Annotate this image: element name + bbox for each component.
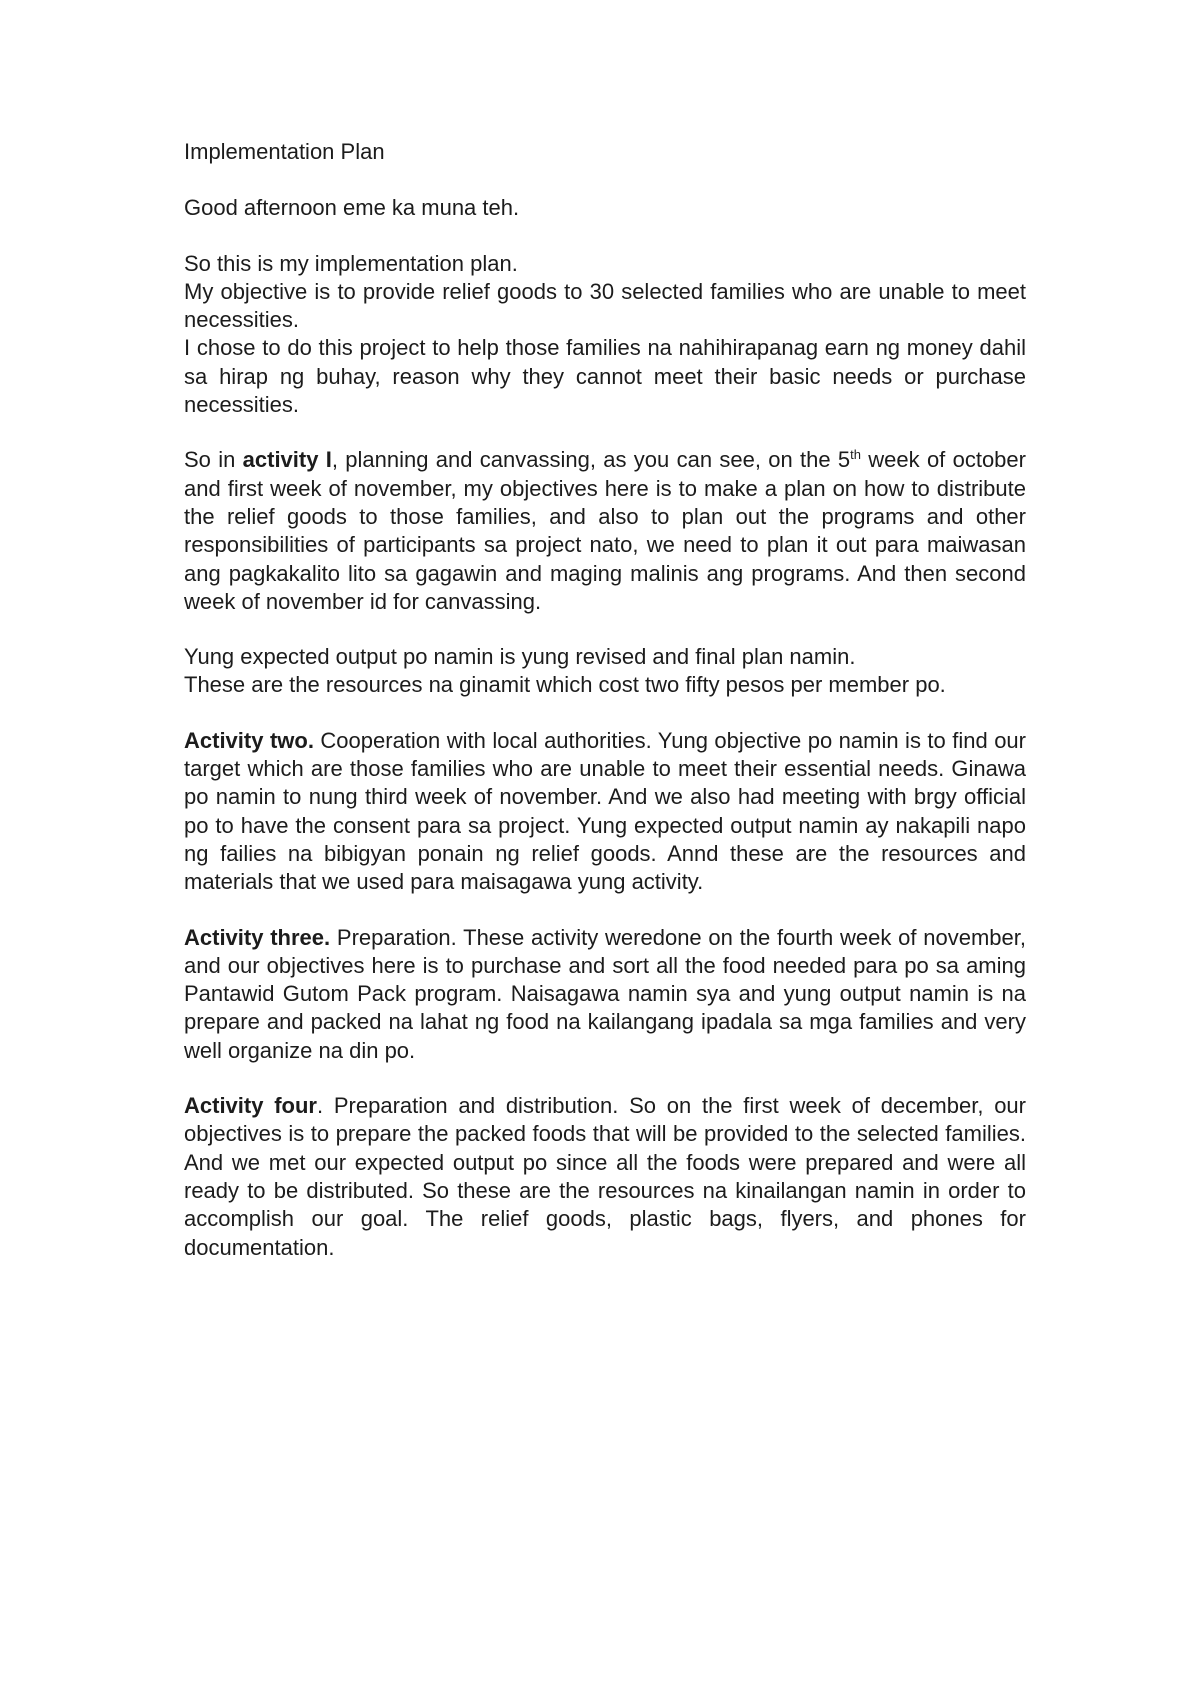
activity-4-text: . Preparation and distribution. So on the first week of december, our objectives is to prepare the packed foods that will be provided to the selected families. And we met our expected output po since all the foods were prepared and were all ready to be distributed. So these are the resources na kinailangan namin in order to accomplish our goal. The relief goods, plastic bags, flyers, and phones for documentation. (184, 1093, 1026, 1260)
activity-1-text-b: week of october and first week of november, my objectives here is to make a plan on how to distribute the relief goods to those families, and also to plan out the programs and other responsibilities of participants sa project nato, we need to plan it out para maiwasan ang pagkakalito lito sa gagawin and maging malinis ang programs. And then second week of november id for canvassing. (184, 447, 1026, 614)
intro-line-2: My objective is to provide relief goods to 30 selected families who are unable to meet necessities. (184, 278, 1026, 333)
greeting-paragraph: Good afternoon eme ka muna teh. (184, 195, 520, 221)
document-title: Implementation Plan (184, 139, 385, 164)
activity-2-text: Cooperation with local authorities. Yung objective po namin is to find our target which are those families who are unable to meet their essential needs. Ginawa po namin to nung third week of november. And we also had meeting with brgy official po to have the consent para sa project. Yung expected output namin ay nakapili napo ng failies na bibigyan ponain ng relief goods. Annd these are the resources and materials that we used para maisagawa yung activity. (184, 727, 1026, 895)
output-1-section (184, 643, 1026, 700)
activity-3-paragraph (184, 924, 1026, 1065)
activity-1-paragraph (184, 446, 1026, 616)
activity-1-sup: th (850, 447, 861, 463)
output-1-line-2: These are the resources na ginamit which cost two fifty pesos per member po. (184, 672, 946, 698)
activity-4-heading: Activity four (184, 1093, 317, 1119)
output-1-line-1: Yung expected output po namin is yung revised and final plan namin. (184, 644, 856, 670)
activity-1-text-a: , planning and canvassing, as you can see, on the 5 (331, 447, 851, 473)
activity-4-paragraph (184, 1092, 1026, 1262)
activity-2-paragraph (184, 727, 1026, 897)
activity-1-pre: So in (184, 447, 243, 473)
activity-3-heading: Activity three. (184, 924, 331, 950)
activity-2-heading: Activity two. (184, 727, 314, 753)
activity-1-heading: activity I (242, 447, 332, 473)
activity-3-text: Preparation. These activity weredone on the fourth week of november, and our objectives here is to purchase and sort all the food needed para po sa aming Pantawid Gutom Pack program. Naisagawa namin sya and yung output namin is na prepare and packed na lahat ng food na kailangang ipadala sa mga families and very well organize na din po. (184, 924, 1027, 1063)
intro-section (184, 250, 1026, 420)
document-page (184, 138, 1026, 1262)
intro-line-3: I chose to do this project to help those families na nahihirapanag earn ng money dahil sa hirap ng buhay, reason why they cannot meet their basic needs or purchase necessities. (184, 335, 1026, 418)
intro-line-1: So this is my implementation plan. (184, 250, 518, 276)
